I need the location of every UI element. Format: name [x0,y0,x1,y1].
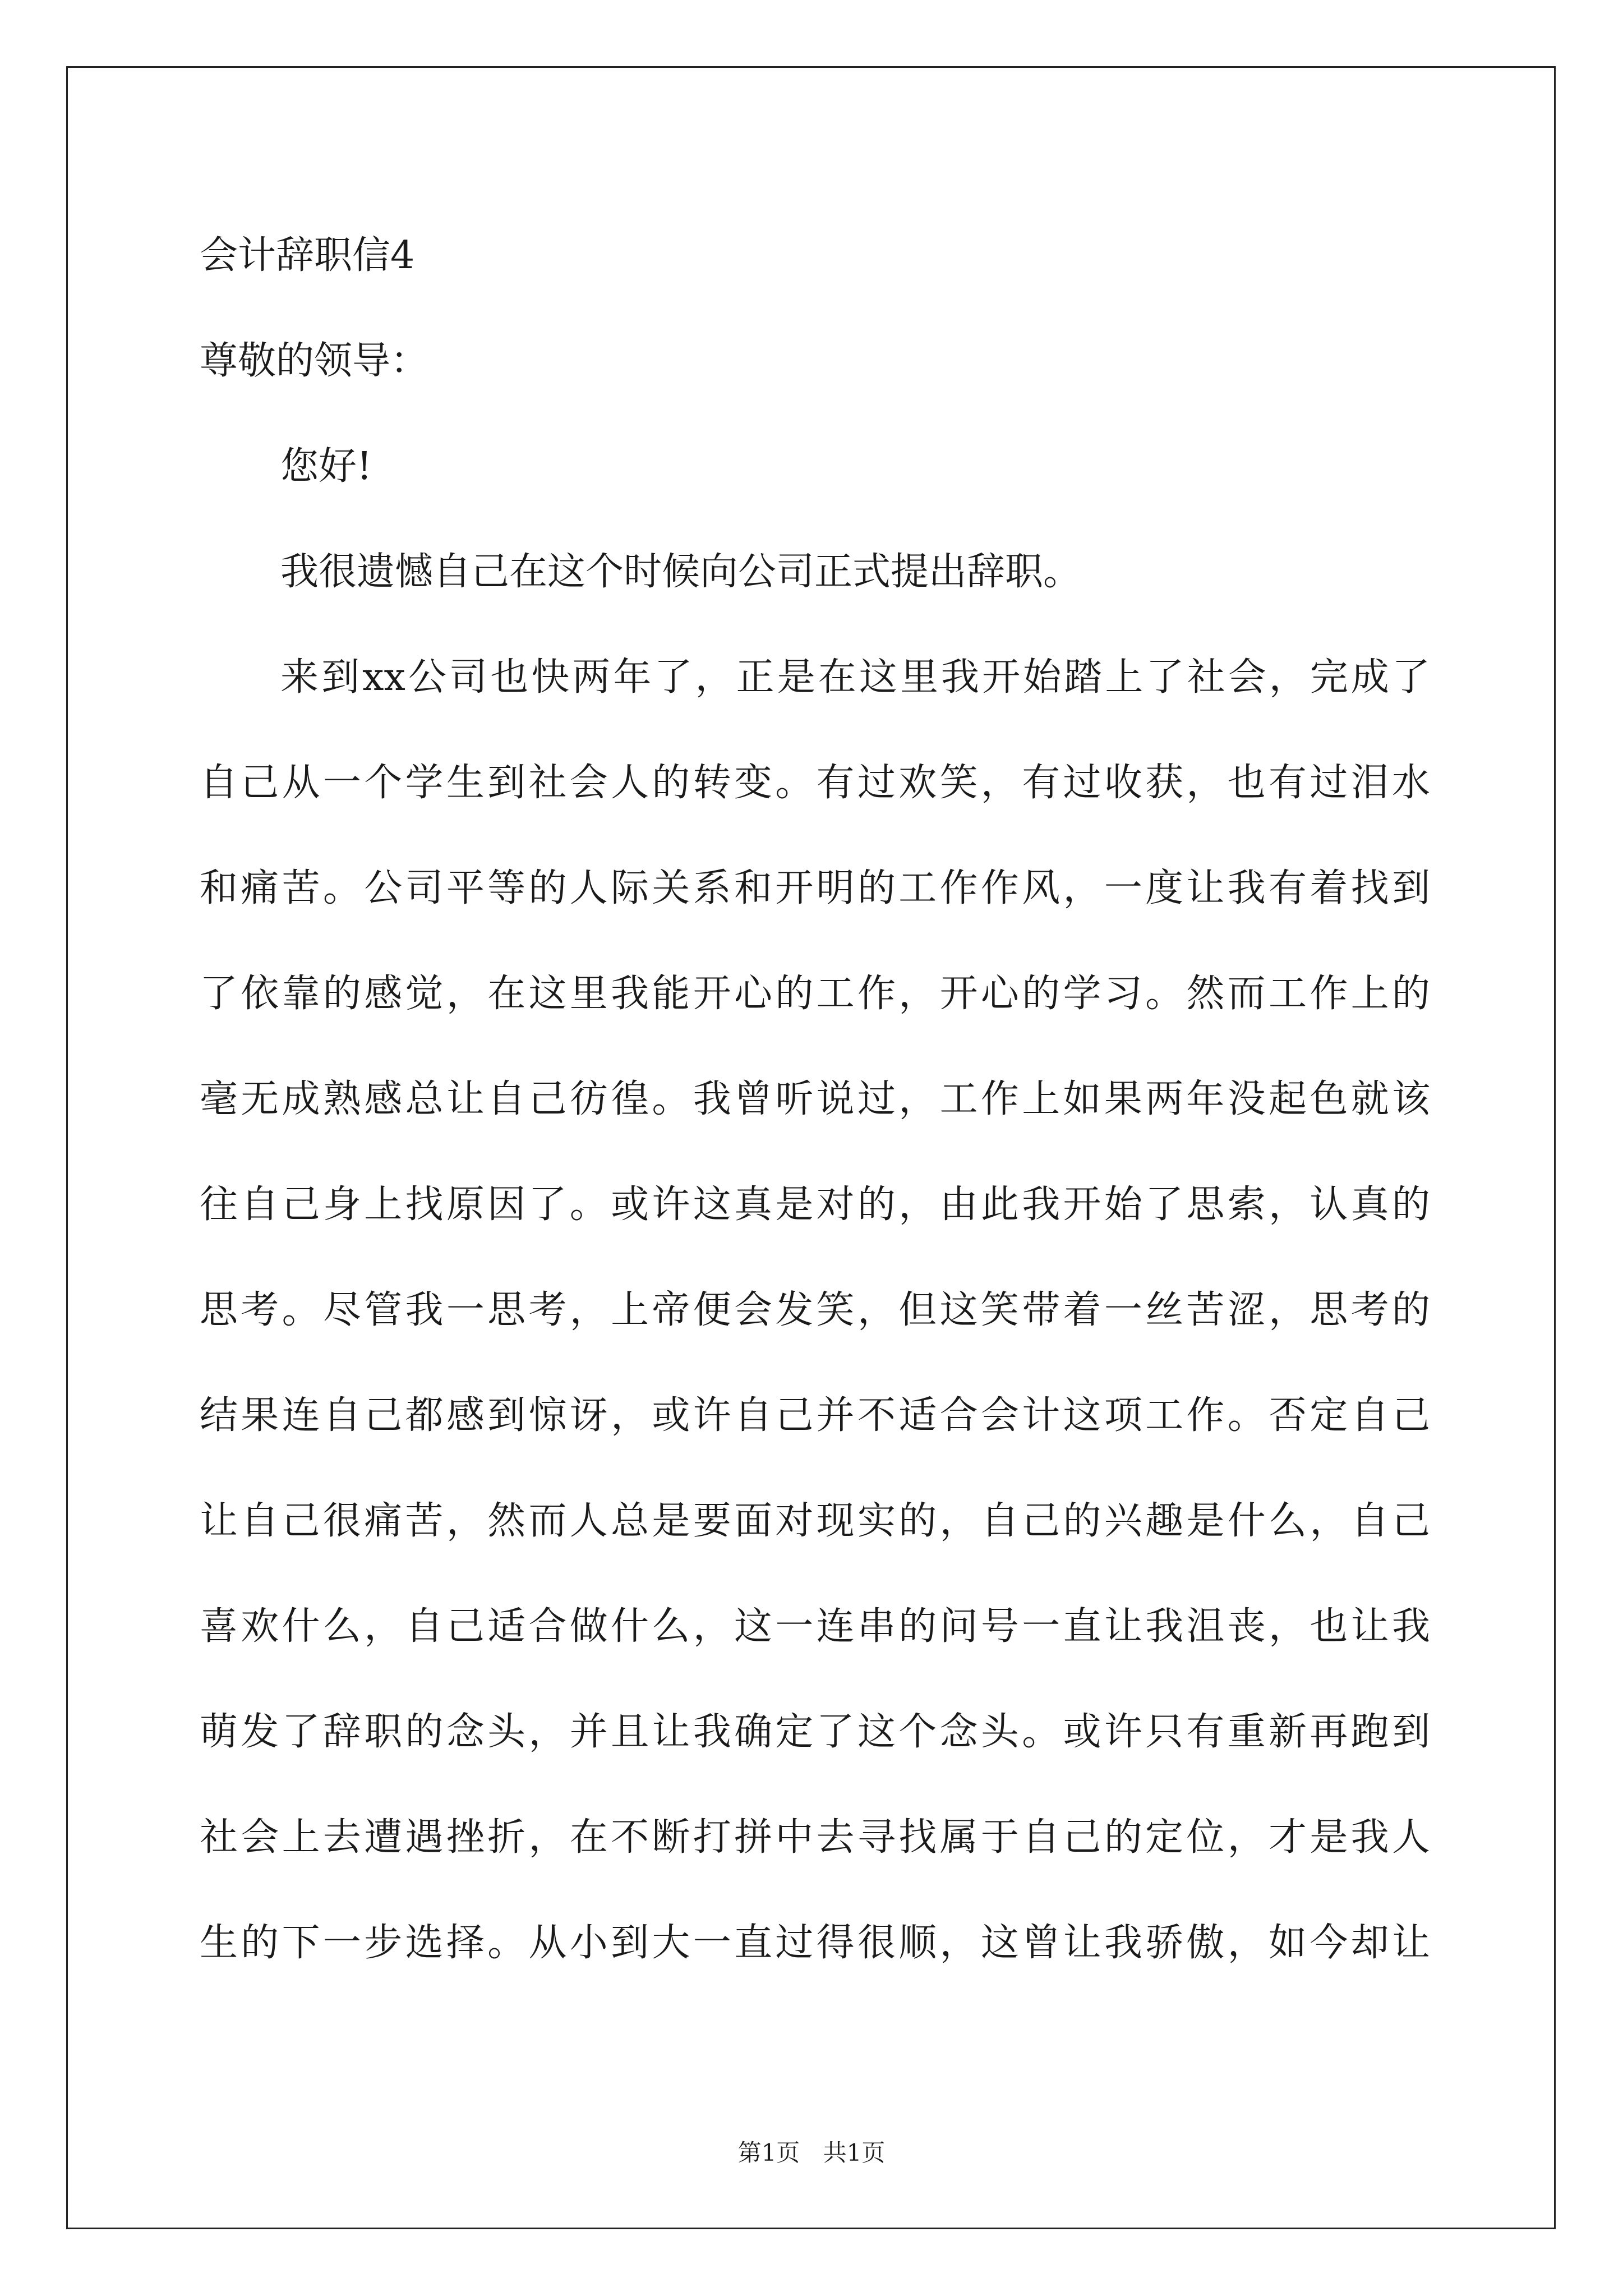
document-title: 会计辞职信4 [200,233,415,278]
paragraph-line: 往自己身上找原因了。或许这真是对的，由此我开始了思索，认真的 [200,1182,1430,1227]
page-number: 第1页 [737,2139,800,2166]
paragraph-line: 自己从一个学生到社会人的转变。有过欢笑，有过收获，也有过泪水 [200,761,1430,805]
paragraph-line: 让自己很痛苦，然而人总是要面对现实的，自己的兴趣是什么，自己 [200,1499,1430,1543]
salutation: 尊敬的领导： [200,339,429,383]
page-footer [0,2136,1623,2170]
greeting: 您好! [280,444,372,489]
paragraph-line: 来到xx公司也快两年了，正是在这里我开始踏上了社会，完成了 [280,655,1430,700]
paragraph-line: 思考。尽管我一思考，上帝便会发笑，但这笑带着一丝苦涩，思考的 [200,1288,1430,1332]
paragraph-line: 萌发了辞职的念头，并且让我确定了这个念头。或许只有重新再跑到 [200,1710,1430,1754]
paragraph-line: 喜欢什么，自己适合做什么，这一连串的问号一直让我沮丧，也让我 [200,1604,1430,1649]
paragraph-line: 和痛苦。公司平等的人际关系和开明的工作作风，一度让我有着找到 [200,866,1430,910]
paragraph-2 [200,625,1430,1996]
letter-body [200,203,1430,1996]
paragraph-1: 我很遗憾自己在这个时候向公司正式提出辞职。 [280,550,1082,594]
paragraph-line: 社会上去遭遇挫折，在不断打拼中去寻找属于自己的定位，才是我人 [200,1815,1430,1860]
paragraph-line: 毫无成熟感总让自己彷徨。我曾听说过，工作上如果两年没起色就该 [200,1077,1430,1121]
paragraph-line: 结果连自己都感到惊讶，或许自己并不适合会计这项工作。否定自己 [200,1393,1430,1438]
paragraph-line: 生的下一步选择。从小到大一直过得很顺，这曾让我骄傲，如今却让 [200,1921,1430,1965]
page-total: 共1页 [823,2139,886,2166]
paragraph-line: 了依靠的感觉，在这里我能开心的工作，开心的学习。然而工作上的 [200,972,1430,1016]
